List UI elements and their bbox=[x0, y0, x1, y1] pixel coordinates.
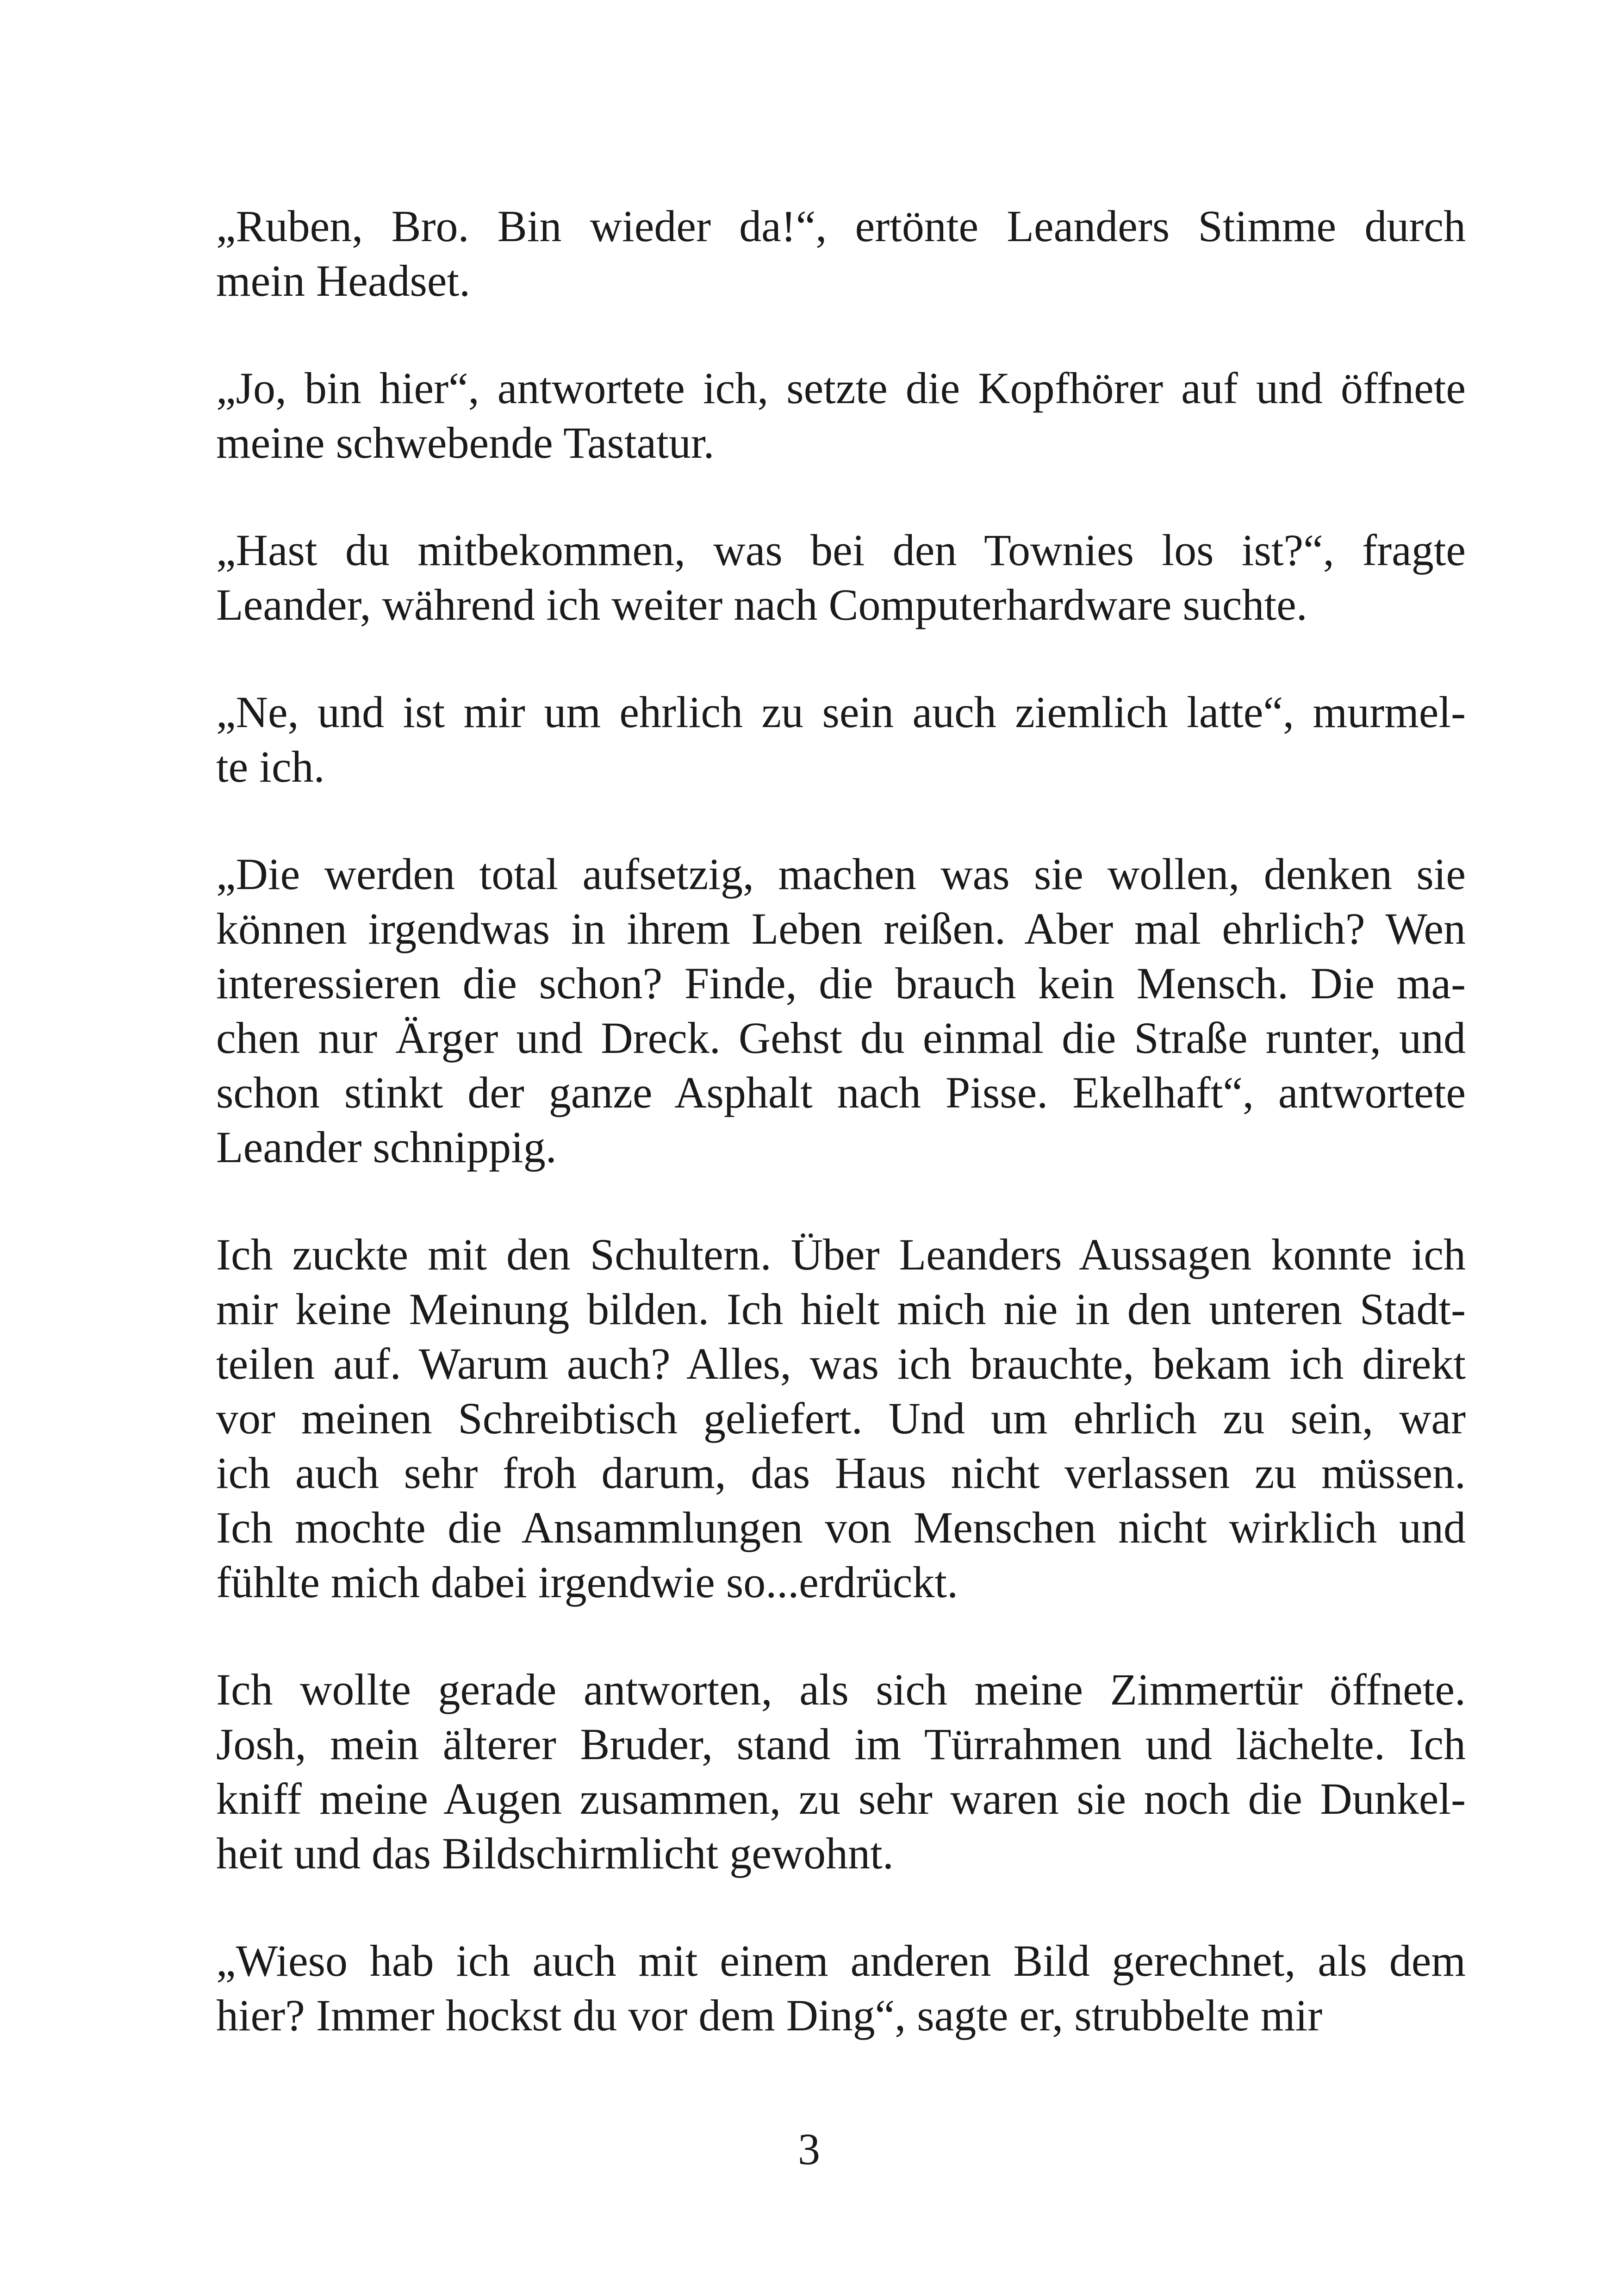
text-line: meine schwebende Tastatur. bbox=[216, 418, 715, 467]
paragraph bbox=[216, 1227, 1466, 1610]
text-line: Ich zuckte mit den Schultern. Über Leanders Aussagen konnte ich bbox=[216, 1230, 1466, 1279]
paragraph bbox=[216, 523, 1466, 632]
text-line: chen nur Ärger und Dreck. Gehst du einmal die Straße runter, und bbox=[216, 1013, 1466, 1063]
text-line: ich auch sehr froh darum, das Haus nicht verlassen zu müssen. bbox=[216, 1448, 1466, 1498]
text-line: heit und das Bildschirmlicht gewohnt. bbox=[216, 1829, 894, 1878]
text-line: „Jo, bin hier“, antwortete ich, setzte die Kopfhörer auf und öffnete bbox=[216, 363, 1466, 413]
text-line: Ich mochte die Ansammlungen von Menschen nicht wirklich und bbox=[216, 1503, 1466, 1552]
text-line: „Die werden total aufsetzig, machen was sie wollen, denken sie bbox=[216, 849, 1466, 899]
text-line: vor meinen Schreibtisch geliefert. Und um ehrlich zu sein, war bbox=[216, 1394, 1466, 1443]
paragraph bbox=[216, 1934, 1466, 2043]
text-line: Leander schnippig. bbox=[216, 1122, 557, 1172]
paragraph bbox=[216, 847, 1466, 1175]
text-line: teilen auf. Warum auch? Alles, was ich brauchte, bekam ich direkt bbox=[216, 1339, 1466, 1388]
text-line: mein Headset. bbox=[216, 256, 471, 305]
text-line: Leander, während ich weiter nach Computerhardware suchte. bbox=[216, 580, 1307, 629]
text-line: schon stinkt der ganze Asphalt nach Pisse. Ekelhaft“, antwortete bbox=[216, 1068, 1466, 1117]
text-line: kniff meine Augen zusammen, zu sehr waren sie noch die Dunkel- bbox=[216, 1774, 1466, 1823]
paragraph bbox=[216, 1662, 1466, 1881]
text-line: Ich wollte gerade antworten, als sich meine Zimmertür öffnete. bbox=[216, 1665, 1466, 1714]
page-number: 3 bbox=[798, 2124, 820, 2174]
text-line: „Ne, und ist mir um ehrlich zu sein auch ziemlich latte“, murmel- bbox=[216, 687, 1466, 737]
text-line: mir keine Meinung bilden. Ich hielt mich nie in den unteren Stadt- bbox=[216, 1284, 1466, 1334]
text-line: te ich. bbox=[216, 742, 325, 791]
body-text bbox=[216, 199, 1466, 2096]
paragraph bbox=[216, 361, 1466, 470]
paragraph bbox=[216, 199, 1466, 308]
text-line: „Hast du mitbekommen, was bei den Townies los ist?“, fragte bbox=[216, 525, 1466, 575]
paragraph bbox=[216, 685, 1466, 794]
text-line: Josh, mein älterer Bruder, stand im Türrahmen und lächelte. Ich bbox=[216, 1719, 1466, 1769]
text-line: können irgendwas in ihrem Leben reißen. Aber mal ehrlich? Wen bbox=[216, 904, 1466, 953]
text-line: interessieren die schon? Finde, die brauch kein Mensch. Die ma- bbox=[216, 958, 1466, 1008]
text-line: hier? Immer hockst du vor dem Ding“, sagte er, strubbelte mir bbox=[216, 1991, 1323, 2040]
text-line: „Ruben, Bro. Bin wieder da!“, ertönte Leanders Stimme durch bbox=[216, 201, 1466, 251]
text-line: „Wieso hab ich auch mit einem anderen Bild gerechnet, als dem bbox=[216, 1936, 1466, 1985]
text-line: fühlte mich dabei irgendwie so...erdrückt. bbox=[216, 1557, 958, 1607]
